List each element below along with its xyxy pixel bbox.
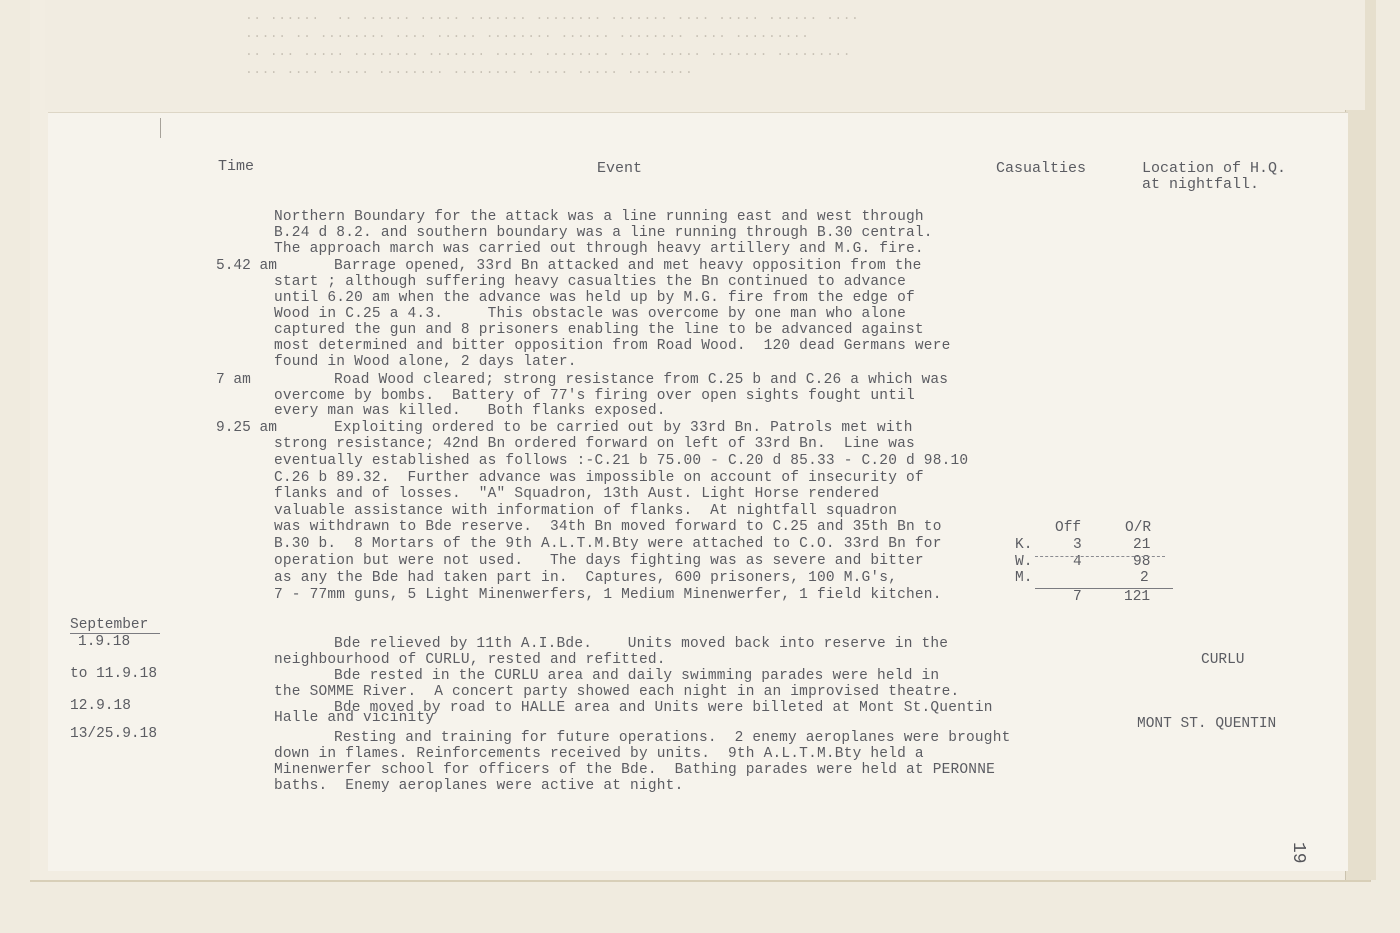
casualties-killed-label: K.	[1015, 537, 1033, 553]
event-line: most determined and bitter opposition from Road Wood. 120 dead Germans were	[274, 338, 951, 354]
event-line: Road Wood cleared; strong resistance from C.25 b and C.26 a which was	[334, 372, 949, 388]
event-line: Exploiting ordered to be carried out by 33rd Bn. Patrols met with	[334, 420, 913, 436]
hq-location-curlu: CURLU	[1201, 652, 1245, 668]
time-entry: 7 am	[216, 372, 251, 388]
bleed-through-text: .. ...... .. ...... ..... ....... ........ ....... .... ..... ...... ....	[245, 8, 860, 23]
bleed-through-text: .. ... ..... ........ ....... ..... ........ .... ..... ....... .........	[245, 44, 851, 59]
event-line: strong resistance; 42nd Bn ordered forward on left of 33rd Bn. Line was	[274, 436, 915, 452]
header-time: Time	[218, 158, 255, 175]
hq-location-mont-st-quentin: MONT ST. QUENTIN	[1137, 716, 1277, 732]
casualties-missing-label: M.	[1015, 570, 1033, 586]
casualties-killed-officers: 3	[1073, 537, 1082, 553]
event-line: Minenwerfer school for officers of the Bde. Bathing parades were held at PERONNE	[274, 762, 996, 778]
event-line: down in flames. Reinforcements received by units. 9th A.L.T.M.Bty held a	[274, 746, 924, 762]
event-line: Halle and vicinity	[274, 710, 435, 726]
bleed-through-text: .... .... ..... ........ ........ ..... ..... ........	[245, 62, 694, 77]
event-line: valuable assistance with information of flanks. At nightfall squadron	[274, 503, 898, 519]
event-line: Barrage opened, 33rd Bn attacked and met heavy opposition from the	[334, 258, 922, 274]
casualties-total-other-ranks: 121	[1124, 589, 1151, 605]
header-casualties: Casualties	[996, 160, 1087, 177]
event-line: start ; although suffering heavy casualties the Bn continued to advance	[274, 274, 907, 290]
event-line: 7 - 77mm guns, 5 Light Minenwerfers, 1 Medium Minenwerfer, 1 field kitchen.	[274, 587, 942, 603]
event-line: eventually established as follows :-C.21 b 75.00 - C.20 d 85.33 - C.20 d 98.10	[274, 453, 969, 469]
header-location-line-1: Location of H.Q.	[1142, 160, 1287, 177]
event-line: the SOMME River. A concert party showed each night in an improvised theatre.	[274, 684, 960, 700]
casualties-wounded-officers: 4	[1073, 554, 1082, 570]
event-line: Resting and training for future operations. 2 enemy aeroplanes were brought	[334, 730, 1011, 746]
page-edge	[1345, 0, 1376, 880]
casualties-wounded-other-ranks: 98	[1133, 554, 1151, 570]
page-number: 19	[1288, 842, 1308, 864]
bleed-through-text: ..... .. ........ .... ..... ........ ...... ........ .... .........	[245, 26, 810, 41]
margin-mark	[160, 118, 161, 138]
event-line: found in Wood alone, 2 days later.	[274, 354, 577, 370]
casualties-total-rule	[1035, 588, 1173, 589]
event-line: overcome by bombs. Battery of 77's firing over open sights fought until	[274, 388, 915, 404]
header-location-line-2: at nightfall.	[1142, 176, 1260, 193]
time-entry: 5.42 am	[216, 258, 277, 274]
casualties-missing-other-ranks: 2	[1140, 570, 1149, 586]
event-line: Wood in C.25 a 4.3. This obstacle was overcome by one man who alone	[274, 306, 907, 322]
event-line: B.30 b. 8 Mortars of the 9th A.L.T.M.Bty were attached to C.O. 33rd Bn for	[274, 536, 942, 552]
event-line: flanks and of losses. "A" Squadron, 13th Aust. Light Horse rendered	[274, 486, 880, 502]
event-line: B.24 d 8.2. and southern boundary was a line running through B.30 central.	[274, 225, 933, 241]
event-line: operation but were not used. The days fighting was as severe and bitter	[274, 553, 924, 569]
date-entry: to 11.9.18	[70, 666, 158, 682]
event-line: Bde relieved by 11th A.I.Bde. Units moved back into reserve in the	[334, 636, 949, 652]
casualties-killed-other-ranks: 21	[1133, 537, 1151, 553]
month-heading: September	[70, 617, 149, 633]
date-entry: 13/25.9.18	[70, 726, 158, 742]
event-line: as any the Bde had taken part in. Captures, 600 prisoners, 100 M.G's,	[274, 570, 898, 586]
casualties-other-ranks-header: O/R	[1125, 520, 1152, 536]
event-line: baths. Enemy aeroplanes were active at night.	[274, 778, 684, 794]
event-line: Northern Boundary for the attack was a line running east and west through	[274, 209, 924, 225]
casualties-total-officers: 7	[1073, 589, 1082, 605]
event-line: captured the gun and 8 prisoners enabling the line to be advanced against	[274, 322, 924, 338]
event-line: The approach march was carried out through heavy artillery and M.G. fire.	[274, 241, 924, 257]
casualties-officers-header: Off	[1055, 520, 1082, 536]
casualties-dotted-line	[1035, 556, 1165, 557]
time-entry: 9.25 am	[216, 420, 277, 436]
date-entry: 1.9.18	[78, 634, 131, 650]
header-event: Event	[597, 160, 643, 177]
event-line: until 6.20 am when the advance was held up by M.G. fire from the edge of	[274, 290, 915, 306]
event-line: every man was killed. Both flanks exposed.	[274, 403, 666, 419]
event-line: Bde moved by road to HALLE area and Units were billeted at Mont St.Quentin	[334, 700, 993, 716]
casualties-wounded-label: W.	[1015, 554, 1033, 570]
event-line: was withdrawn to Bde reserve. 34th Bn moved forward to C.25 and 35th Bn to	[274, 519, 942, 535]
event-line: C.26 b 89.32. Further advance was impossible on account of insecurity of	[274, 470, 924, 486]
event-line: Bde rested in the CURLU area and daily swimming parades were held in	[334, 668, 940, 684]
date-entry: 12.9.18	[70, 698, 131, 714]
event-line: neighbourhood of CURLU, rested and refitted.	[274, 652, 666, 668]
previous-page-flap	[45, 0, 1365, 110]
